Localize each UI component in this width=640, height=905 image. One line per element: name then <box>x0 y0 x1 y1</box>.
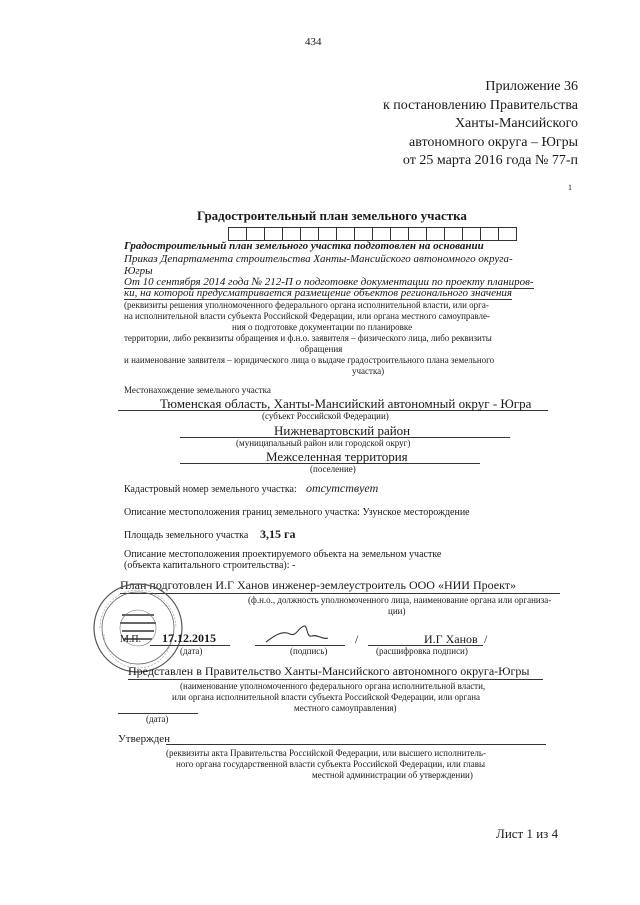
location-district: Нижневартовский район <box>274 423 411 438</box>
submitted-date-note: (дата) <box>146 714 169 724</box>
company-seal <box>92 582 184 674</box>
cadastral-cell <box>354 227 372 241</box>
prepared-date-note: (дата) <box>180 646 203 656</box>
location-settlement: Межселенная территория <box>266 449 408 464</box>
cadastral-cell <box>300 227 318 241</box>
appendix-line: от 25 марта 2016 года № 77-п <box>402 153 578 168</box>
page-number: 434 <box>305 36 322 48</box>
approved-note: ного органа государственной власти субъекта Российской Федерации, или главы <box>176 759 486 769</box>
submitted-note: (наименование уполномоченного федерального органа исполнительной власти, <box>180 681 486 691</box>
cadastral-cell <box>372 227 390 241</box>
location-label: Местонахождение земельного участка <box>124 385 271 395</box>
cadastral-number-cells <box>228 227 517 241</box>
area-label: Площадь земельного участка <box>124 530 249 541</box>
prepared-name: И.Г Ханов <box>424 632 478 646</box>
mp-label: М.П. <box>120 634 142 645</box>
cadastral-cell <box>228 227 246 241</box>
cadastral-cell <box>408 227 426 241</box>
appendix-block <box>383 78 578 171</box>
cadastral-cell <box>264 227 282 241</box>
object-line: Описание местоположения проектируемого объекта на земельном участке <box>124 549 442 560</box>
location-subject-note: (субъект Российской Федерации) <box>262 411 389 421</box>
name-note: (расшифровка подписи) <box>376 646 468 656</box>
appendix-line: автономного округа – Югры <box>409 134 578 150</box>
cadastral-cell <box>246 227 264 241</box>
cadastral-value: отсутствует <box>306 481 379 495</box>
prepared-text: План подготовлен И.Г Ханов инженер-землеустроитель ООО «НИИ Проект» <box>120 578 517 592</box>
cadastral-cell <box>480 227 498 241</box>
cadastral-label: Кадастровый номер земельного участка: <box>124 484 297 495</box>
slash: / <box>355 632 359 646</box>
signature-note: (подпись) <box>290 646 328 656</box>
basis-heading: Градостроительный план земельного участка подготовлен на основании <box>124 240 484 252</box>
cadastral-cell <box>462 227 480 241</box>
cadastral-cell <box>336 227 354 241</box>
prepared-note: (ф.н.о., должность уполномоченного лица, наименование органа или организа- <box>248 595 552 605</box>
basis-note: на исполнительной власти субъекта Российской Федерации, или органа местного самоуправле- <box>124 311 490 321</box>
cadastral-cell <box>426 227 444 241</box>
basis-note: (реквизиты решения уполномоченного федерального органа исполнительной власти, или орга- <box>124 300 489 310</box>
submitted-text: Представлен в Правительство Ханты-Мансийского автономного округа-Югры <box>128 664 530 678</box>
boundaries-description: Описание местоположения границ земельного участка: Узунское месторождение <box>124 507 470 518</box>
basis-note: ния о подготовке документации по планировке <box>232 322 413 332</box>
basis-note: и наименование заявителя – юридического лица о выдаче градостроительного плана земельного <box>124 355 495 365</box>
cadastral-cell <box>390 227 408 241</box>
appendix-line: Приложение 36 <box>485 79 578 94</box>
area-value: 3,15 га <box>260 527 296 541</box>
basis-line: От 10 сентября 2014 года № 212-П о подготовке документации по проекту планиров- <box>124 276 534 288</box>
submitted-note: или органа исполнительной власти субъекта Российской Федерации, или органа <box>172 692 481 702</box>
basis-line: Югры <box>124 265 153 277</box>
cadastral-cell <box>318 227 336 241</box>
cadastral-cell <box>282 227 300 241</box>
basis-note: обращения <box>300 344 343 354</box>
sheet-number: Лист 1 из 4 <box>496 826 559 841</box>
prepared-date: 17.12.2015 <box>162 631 216 645</box>
object-line: (объекта капитального строительства): - <box>124 560 296 571</box>
submitted-note: местного самоуправления) <box>294 703 397 713</box>
side-mark: 1 <box>568 183 572 192</box>
approved-note: (реквизиты акта Правительства Российской Федерации, или высшего исполнитель- <box>166 748 487 758</box>
slash: / <box>484 632 488 646</box>
approved-note: местной администрации об утверждении) <box>312 770 473 780</box>
basis-line: Приказ Департамента строительства Ханты-Мансийского автономного округа- <box>124 253 513 265</box>
location-district-note: (муниципальный район или городской округ) <box>236 438 411 448</box>
appendix-line: к постановлению Правительства <box>382 97 578 113</box>
cadastral-cell <box>498 227 517 241</box>
basis-note: участка) <box>352 366 385 376</box>
prepared-note: ции) <box>388 606 406 616</box>
basis-line: ки, на которой предусматривается размещение объектов регионального значения <box>124 287 513 299</box>
appendix-line: Ханты-Мансийского <box>454 116 578 131</box>
location-settlement-note: (поселение) <box>310 464 356 474</box>
approved-label: Утвержден <box>118 733 171 745</box>
basis-note: территории, либо реквизиты обращения и ф.н.о. заявителя – физического лица, либо реквизиты <box>124 333 492 343</box>
location-subject: Тюменская область, Ханты-Мансийский автономный округ - Югра <box>160 396 532 411</box>
cadastral-cell <box>444 227 462 241</box>
document-title: Градостроительный план земельного участка <box>197 208 467 223</box>
